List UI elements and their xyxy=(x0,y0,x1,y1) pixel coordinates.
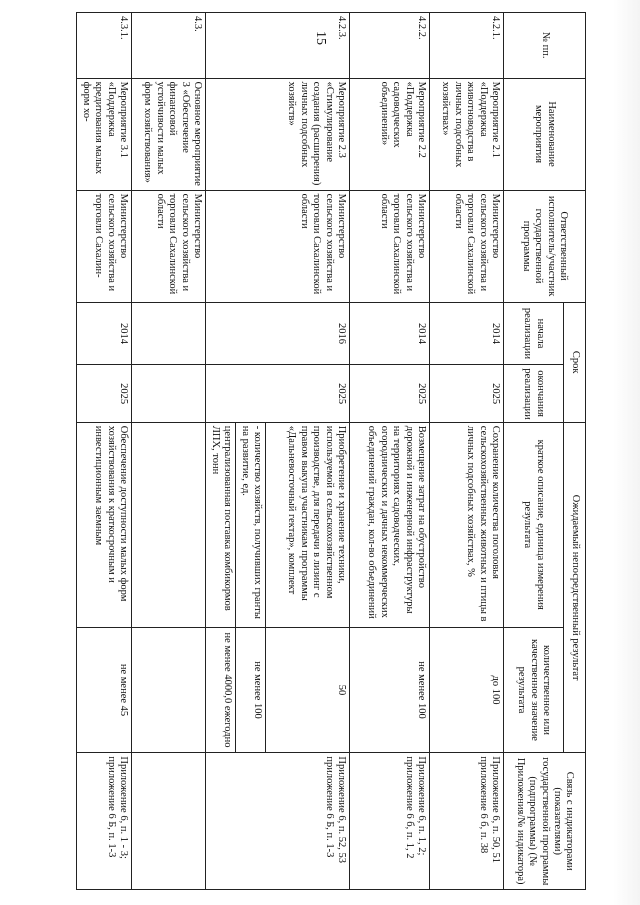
row-sub-value: не менее 100 xyxy=(236,627,266,753)
row-link xyxy=(132,753,206,890)
row-end xyxy=(132,365,206,422)
row-responsible: Министерство сельского хозяйства и торговли Сахалин- xyxy=(77,190,132,302)
row-value: до 100 xyxy=(430,627,504,753)
row-value: не менее 100 xyxy=(350,627,430,753)
row-link: Приложение 6, п. 50, 51 приложение 6 б, п. 38 xyxy=(430,753,504,890)
table-row xyxy=(132,13,206,890)
row-start: 2014 xyxy=(77,302,132,365)
row-sub-desc: Приобретение и хранение техники, используемой в сельскохозяйственном производстве, для передачи в лизинг с правом выкупа участникам программы «Дальневосточный гектар», комплект xyxy=(266,422,350,627)
row-desc xyxy=(132,422,206,627)
row-responsible: Министерство сельского хозяйства и торговли Сахалинской области xyxy=(430,190,504,302)
header-start: начала реализации xyxy=(504,302,564,365)
header-end: окончания реализации xyxy=(504,365,564,422)
row-link: Приложение 6, п. 1 - 3; приложение 6 Б, п. 1-3 xyxy=(77,753,132,890)
row-sub-value: 50 xyxy=(266,627,350,753)
row-name: Мероприятие 2.2 «Поддержка садоводческих объединений» xyxy=(350,78,430,190)
row-end: 2025 xyxy=(350,365,430,422)
row-value: не менее 45 xyxy=(77,627,132,753)
row-desc: Сохранение количества поголовья сельскохозяйственных животных и птицы в личных подсобных хозяйствах, % xyxy=(430,422,504,627)
row-sub-desc: централизованная поставка комбикормов ЛПХ, тонн xyxy=(206,422,236,627)
table-row xyxy=(266,13,350,890)
page-number: 15 xyxy=(313,31,328,45)
row-num: 4.2.2. xyxy=(350,13,430,79)
row-start xyxy=(132,302,206,365)
row-name: Мероприятие 2.3 «Стимулирование создания (расширения) личных подсобных хозяйств» xyxy=(206,78,350,190)
row-link: Приложение 6, п. 1, 2; приложение 6 б, п. 1, 2 xyxy=(350,753,430,890)
row-start: 2014 xyxy=(350,302,430,365)
header-num: № пп. xyxy=(504,13,586,79)
row-value xyxy=(132,627,206,753)
row-start: 2016 xyxy=(206,302,350,365)
row-name: Основное мероприятие 3 «Обеспечение финансовой устойчивости малых форм хозяйствования» xyxy=(132,78,206,190)
rotated-table-wrapper xyxy=(80,12,586,890)
row-num: 4.2.1. xyxy=(430,13,504,79)
header-name: Наименование мероприятия xyxy=(504,78,586,190)
header-expected: Ожидаемый непосредственный результат xyxy=(564,422,586,753)
row-responsible: Министерство сельского хозяйства и торговли Сахалинской области xyxy=(206,190,350,302)
row-num: 4.3. xyxy=(132,13,206,79)
row-sub-value: не менее 4000,0 ежегодно xyxy=(206,627,236,753)
row-start: 2014 xyxy=(430,302,504,365)
table-row xyxy=(430,13,504,890)
row-link: Приложение 6, п. 52, 53 приложение 6 Б, п. 1-3 xyxy=(206,753,350,890)
row-responsible: Министерство сельского хозяйства и торговли Сахалинской области xyxy=(350,190,430,302)
row-end: 2025 xyxy=(430,365,504,422)
header-responsible: Ответственный исполнитель/участник государственной программы xyxy=(504,190,586,302)
header-term: Срок xyxy=(564,302,586,422)
header-desc: краткое описание, единица измерения результата xyxy=(504,422,564,627)
scan-edge-shadow xyxy=(613,0,640,905)
row-desc: Обеспечение доступности малых форм хозяйствования к краткосрочным и инвестиционным заемным xyxy=(77,422,132,627)
row-num: 4.3.1. xyxy=(77,13,132,79)
row-desc: Возмещение затрат на обустройство дорожной и инженерной инфраструктуры на территориях садоводческих, огороднических и дачных некоммерческих объединений граждан, кол-во объединений xyxy=(350,422,430,627)
row-responsible: Министерство сельского хозяйства и торговли Сахалинской области xyxy=(132,190,206,302)
header-link: Связь с индикаторами (показателями) государственной программы (подпрограммы) (№ Приложения/№ индикатора) xyxy=(504,753,586,890)
row-name: Мероприятие 2.1 «Поддержка животноводства в личных подсобных хозяйствах» xyxy=(430,78,504,190)
row-name: Мероприятие 3.1 «Поддержка кредитования малых форм хо- xyxy=(77,78,132,190)
row-num: 4.2.3. xyxy=(206,13,350,79)
row-end: 2025 xyxy=(206,365,350,422)
row-end: 2025 xyxy=(77,365,132,422)
program-table xyxy=(77,12,587,890)
row-sub-desc: - количество хозяйств, получивших гранты на развитие, ед. xyxy=(236,422,266,627)
table-row xyxy=(350,13,430,890)
table-row xyxy=(77,13,132,890)
header-value: количественное или качественное значение результата xyxy=(504,627,564,753)
